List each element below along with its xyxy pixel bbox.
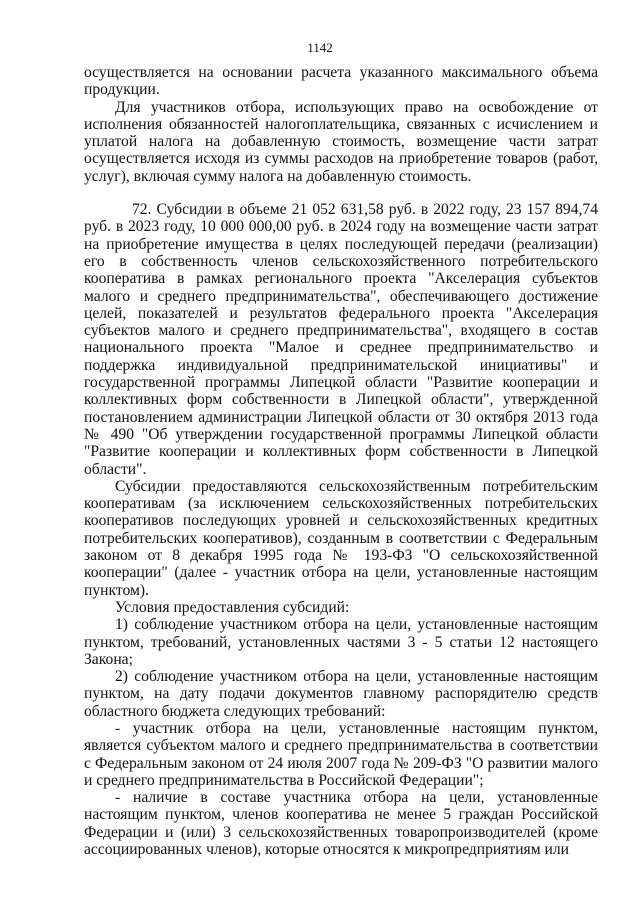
paragraph-continuation: осуществляется на основании расчета указанного максимального объема продукции. — [84, 64, 598, 99]
paragraph-vat-exemption: Для участников отбора, использующих право на освобождение от исполнения обязанностей налогоплательщика, связанных с исчислением и уплатой налога на добавленную стоимость, возмещение части затрат осуществляется исходя из суммы расходов на приобретение товаров (работ, услуг), включая сумму налога на добавленную стоимость. — [84, 98, 598, 185]
paragraph-subsidy-recipients: Субсидии предоставляются сельскохозяйственным потребительским кооперативам (за исключением сельскохозяйственных потребительских кооперативов последующих уровней и сельскохозяйственных кредитных потребительских кооперативов), созданным в соответствии с Федеральным законом от 8 декабря 1995 года № 193-ФЗ "О сельскохозяйственной кооперации" (далее - участник отбора на цели, установленные настоящим пунктом). — [84, 477, 598, 599]
document-body — [84, 64, 598, 858]
paragraph-section-72: 72. Субсидии в объеме 21 052 631,58 руб. в 2022 году, 23 157 894,74 руб. в 2023 году, 10 000 000,00 руб. в 2024 году на возмещение части затрат на приобретение имущества в целях последующей передачи (реализации) его в собственность членов сельскохозяйственного потребительского кооператива в рамках регионального проекта "Акселерация субъектов малого и среднего предпринимательства", обеспечивающего достижение целей, показателей и результатов федерального проекта "Акселерация субъектов малого и среднего предпринимательства", входящего в состав национального проекта "Малое и среднее предпринимательство и поддержка индивидуальной предпринимательской инициативы" и государственной программы Липецкой области "Развитие кооперации и коллективных форм собственности в Липецкой области", утвержденной постановлением администрации Липецкой области от 30 октября 2013 года № 490 "Об утверждении государственной программы Липецкой области "Развитие кооперации и коллективных форм собственности в Липецкой области". — [84, 201, 598, 478]
paragraph-requirement-members: - наличие в составе участника отбора на цели, установленные настоящим пунктом, членов кооператива не менее 5 граждан Российской Федерации и (или) 3 сельскохозяйственных товаропроизводителей (кроме ассоциированных членов), которые относятся к микропредприятиям или — [84, 789, 598, 859]
page-number: 1142 — [307, 40, 333, 55]
paragraph-conditions-heading: Условия предоставления субсидий: — [115, 598, 350, 616]
paragraph-requirement-sme: - участник отбора на цели, установленные настоящим пунктом, является субъектом малого и среднего предпринимательства в соответствии с Федеральным законом от 24 июля 2007 года № 209-ФЗ "О развитии малого и среднего предпринимательства в Российской Федерации"; — [84, 719, 598, 789]
paragraph-condition-1: 1) соблюдение участником отбора на цели, установленные настоящим пунктом, требований, установленных частями 3 - 5 статьи 12 настоящего Закона; — [84, 616, 598, 668]
paragraph-condition-2: 2) соблюдение участником отбора на цели, установленные настоящим пунктом, на дату подачи документов главному распорядителю средств областного бюджета следующих требований: — [84, 668, 598, 720]
